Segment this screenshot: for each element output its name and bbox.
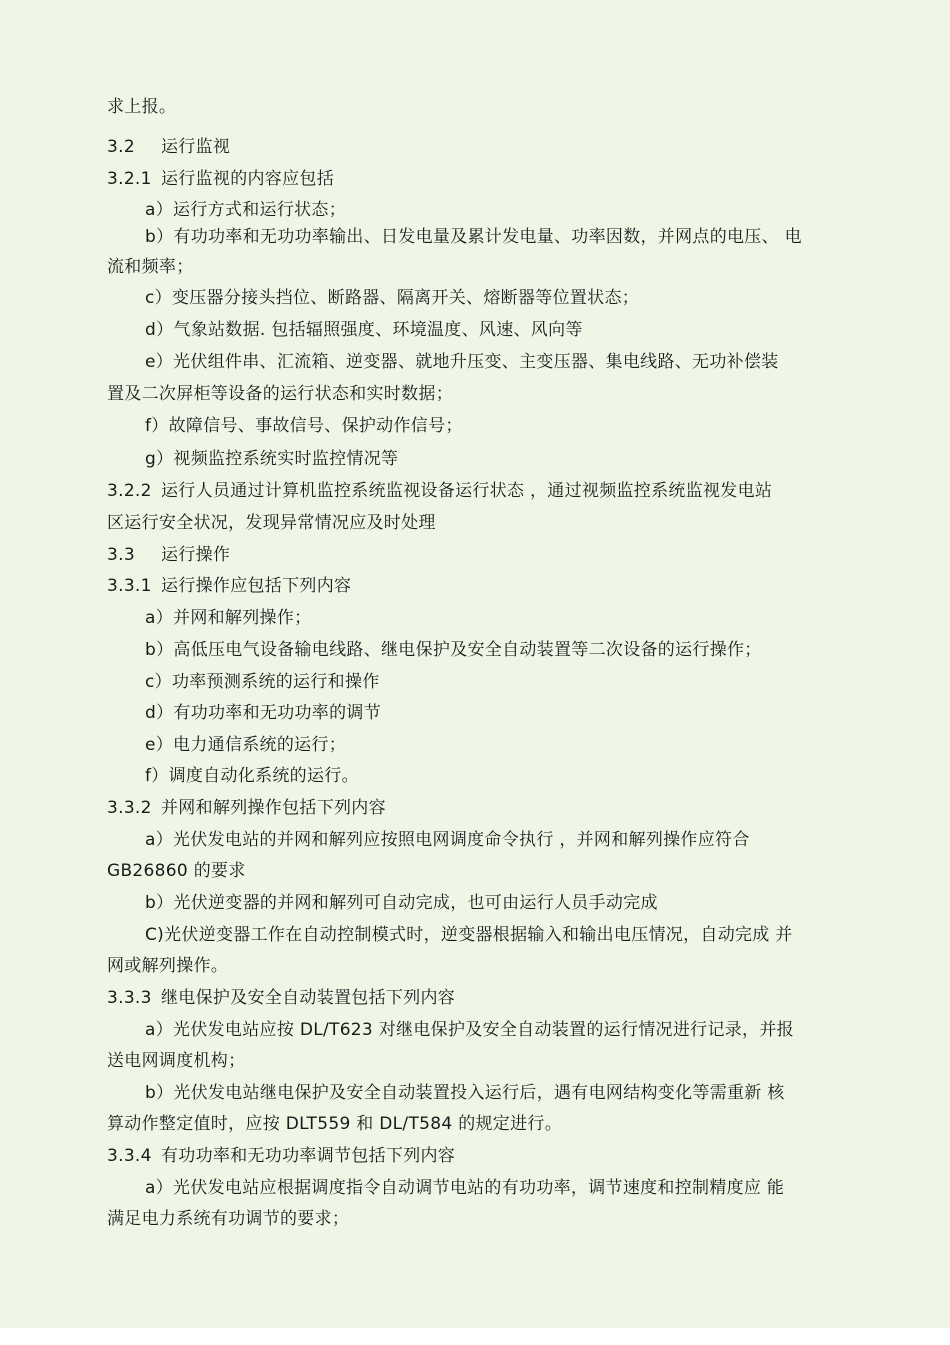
paragraph-line: 置及二次屏柜等设备的运行状态和实时数据；	[107, 384, 453, 404]
paragraph-line: 算动作整定值时，应按 DLT559 和 DL/T584 的规定进行。	[107, 1114, 562, 1134]
section-number: 3.2.2	[107, 481, 152, 501]
section-number: 3.3.1	[107, 576, 152, 596]
list-item: e）电力通信系统的运行；	[145, 735, 347, 755]
paragraph-line: 网或解列操作。	[107, 956, 229, 976]
list-item: b）高低压电气设备输电线路、继电保护及安全自动装置等二次设备的运行操作；	[145, 640, 762, 660]
section-title: 运行监视的内容应包括	[161, 169, 334, 189]
section-heading	[107, 480, 772, 502]
list-item: d）气象站数据. 包括辐照强度、环境温度、风速、风向等	[145, 320, 583, 340]
section-title: 运行监视	[161, 137, 231, 157]
list-item: a）光伏发电站的并网和解列应按照电网调度命令执行 ，并网和解列操作应符合	[145, 830, 750, 850]
section-heading	[107, 987, 455, 1009]
paragraph-line: 满足电力系统有功调节的要求；	[107, 1209, 350, 1229]
list-item: c）功率预测系统的运行和操作	[145, 672, 380, 692]
list-item: b）光伏发电站继电保护及安全自动装置投入运行后，遇有电网结构变化等需重新 核	[145, 1083, 785, 1103]
list-item: a）光伏发电站应按 DL/T623 对继电保护及安全自动装置的运行情况进行记录，并报	[145, 1020, 794, 1040]
section-number: 3.3.4	[107, 1146, 152, 1166]
list-item: a）光伏发电站应根据调度指令自动调节电站的有功功率，调节速度和控制精度应 能	[145, 1178, 785, 1198]
paragraph-line: 流和频率；	[107, 257, 194, 277]
list-item: a）并网和解列操作；	[145, 608, 312, 628]
paragraph-line: GB26860 的要求	[107, 861, 246, 881]
list-item: g）视频监控系统实时监控情况等	[145, 449, 399, 469]
section-title: 有功功率和无功功率调节包括下列内容	[161, 1146, 456, 1166]
paragraph-line: 区运行安全状况，发现异常情况应及时处理	[107, 513, 436, 533]
list-item: d）有功功率和无功功率的调节	[145, 703, 381, 723]
list-item: f）故障信号、事故信号、保护动作信号；	[145, 416, 463, 436]
section-heading	[107, 1145, 455, 1167]
section-heading	[107, 797, 386, 819]
section-title: 运行操作	[161, 545, 231, 565]
section-heading	[107, 168, 334, 190]
section-number: 3.3.3	[107, 988, 152, 1008]
section-number: 3.3	[107, 545, 135, 565]
section-number: 3.2	[107, 137, 135, 157]
list-item: C)光伏逆变器工作在自动控制模式时，逆变器根据输入和输出电压情况，自动完成 并	[145, 925, 793, 945]
list-item: e）光伏组件串、汇流箱、逆变器、就地升压变、主变压器、集电线路、无功补偿装	[145, 352, 779, 372]
section-heading	[107, 575, 351, 597]
section-title: 继电保护及安全自动装置包括下列内容	[161, 988, 456, 1008]
paragraph-line: 送电网调度机构；	[107, 1051, 246, 1071]
section-number: 3.2.1	[107, 169, 152, 189]
list-item: b）有功功率和无功功率输出、日发电量及累计发电量、功率因数，并网点的电压、 电	[145, 227, 802, 247]
section-heading	[107, 544, 230, 566]
list-item: b）光伏逆变器的并网和解列可自动完成，也可由运行人员手动完成	[145, 893, 658, 913]
list-item: a）运行方式和运行状态；	[145, 200, 347, 220]
list-item: c）变压器分接头挡位、断路器、隔离开关、熔断器等位置状态；	[145, 288, 640, 308]
section-heading	[107, 136, 230, 158]
section-number: 3.3.2	[107, 798, 152, 818]
paragraph-line: 求上报。	[107, 97, 177, 117]
list-item: f）调度自动化系统的运行。	[145, 766, 359, 786]
section-title: 运行操作应包括下列内容	[161, 576, 352, 596]
page-gap	[0, 1328, 950, 1345]
section-title: 运行人员通过计算机监控系统监视设备运行状态 ，通过视频监控系统监视发电站	[161, 481, 773, 501]
section-title: 并网和解列操作包括下列内容	[161, 798, 386, 818]
